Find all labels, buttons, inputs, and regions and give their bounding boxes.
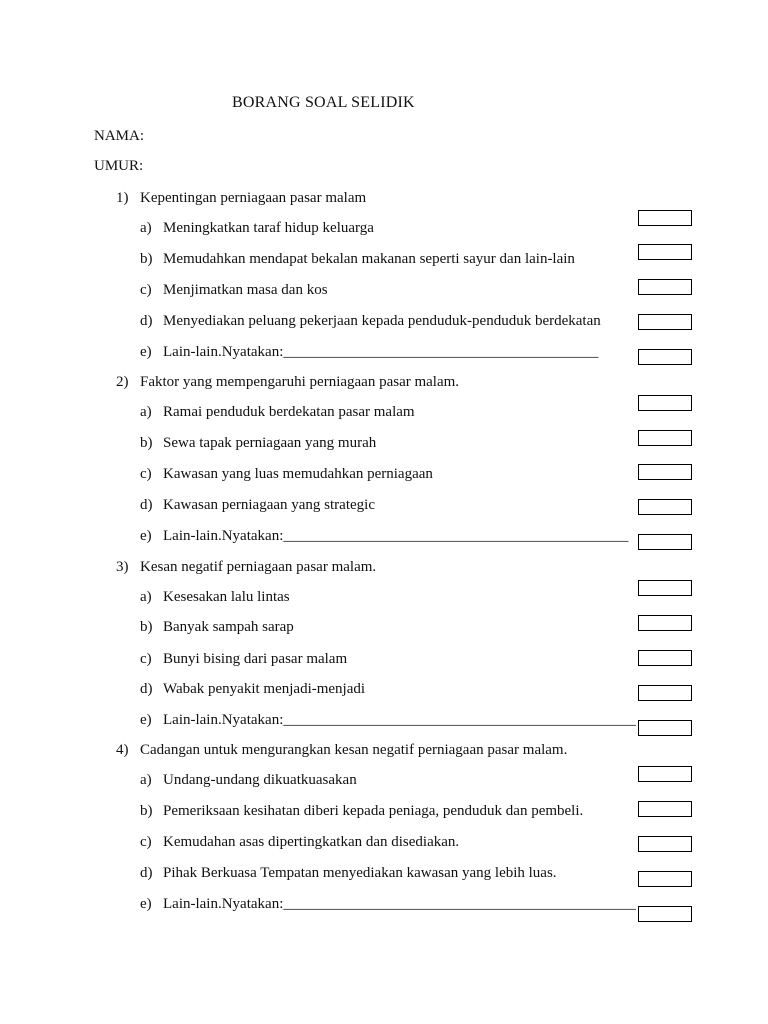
q2-option-a-checkbox[interactable]	[638, 395, 692, 411]
q1-option-a-letter: a)	[140, 220, 152, 236]
q2-option-c-text: Kawasan yang luas memudahkan perniagaan	[163, 466, 433, 482]
question-4-number: 4)	[116, 742, 129, 758]
q1-option-d-letter: d)	[140, 313, 153, 329]
q4-option-c-text: Kemudahan asas dipertingkatkan dan disediakan.	[163, 834, 460, 850]
question-4-text: Cadangan untuk mengurangkan kesan negatif perniagaan pasar malam.	[140, 742, 568, 758]
form-title: BORANG SOAL SELIDIK	[232, 94, 415, 111]
q2-option-d-checkbox[interactable]	[638, 499, 692, 515]
q1-option-b-letter: b)	[140, 251, 153, 267]
age-field-label: UMUR:	[94, 158, 144, 174]
name-field-label: NAMA:	[94, 128, 145, 144]
q4-option-d-checkbox[interactable]	[638, 871, 692, 887]
q1-option-c-text: Menjimatkan masa dan kos	[163, 282, 328, 298]
q2-option-b-letter: b)	[140, 435, 153, 451]
q4-option-c-checkbox[interactable]	[638, 836, 692, 852]
q1-option-e-letter: e)	[140, 344, 152, 360]
question-3-number: 3)	[116, 559, 129, 575]
q4-option-b-text: Pemeriksaan kesihatan diberi kepada peniaga, penduduk dan pembeli.	[163, 803, 584, 819]
q3-option-b-text: Banyak sampah sarap	[163, 619, 294, 635]
q2-option-e-checkbox[interactable]	[638, 534, 692, 550]
q3-option-b-checkbox[interactable]	[638, 615, 692, 631]
q2-option-b-checkbox[interactable]	[638, 430, 692, 446]
q4-option-b-checkbox[interactable]	[638, 801, 692, 817]
q3-option-c-letter: c)	[140, 651, 152, 667]
q3-option-c-checkbox[interactable]	[638, 650, 692, 666]
q2-option-e-text: Lain-lain.Nyatakan:______________________________________________	[163, 528, 629, 544]
q1-option-b-text: Memudahkan mendapat bekalan makanan seperti sayur dan lain-lain	[163, 251, 575, 267]
q2-option-d-text: Kawasan perniagaan yang strategic	[163, 497, 375, 513]
q4-option-e-letter: e)	[140, 896, 152, 912]
question-2-text: Faktor yang mempengaruhi perniagaan pasar malam.	[140, 374, 460, 390]
q3-option-e-letter: e)	[140, 712, 152, 728]
q3-option-d-text: Wabak penyakit menjadi-menjadi	[163, 681, 366, 697]
question-1-number: 1)	[116, 190, 129, 206]
q4-option-c-letter: c)	[140, 834, 152, 850]
q1-option-c-checkbox[interactable]	[638, 279, 692, 295]
q2-option-c-letter: c)	[140, 466, 152, 482]
q3-option-e-checkbox[interactable]	[638, 720, 692, 736]
q2-option-c-checkbox[interactable]	[638, 464, 692, 480]
q3-option-c-text: Bunyi bising dari pasar malam	[163, 651, 348, 667]
q3-option-a-checkbox[interactable]	[638, 580, 692, 596]
q2-option-a-letter: a)	[140, 404, 152, 420]
q2-option-d-letter: d)	[140, 497, 153, 513]
q4-option-a-letter: a)	[140, 772, 152, 788]
q1-option-a-text: Meningkatkan taraf hidup keluarga	[163, 220, 374, 236]
q3-option-d-checkbox[interactable]	[638, 685, 692, 701]
q4-option-a-text: Undang-undang dikuatkuasakan	[163, 772, 357, 788]
q4-option-b-letter: b)	[140, 803, 153, 819]
q1-option-e-checkbox[interactable]	[638, 349, 692, 365]
q4-option-e-checkbox[interactable]	[638, 906, 692, 922]
q4-option-a-checkbox[interactable]	[638, 766, 692, 782]
q1-option-d-text: Menyediakan peluang pekerjaan kepada penduduk-penduduk berdekatan	[163, 313, 601, 329]
q3-option-b-letter: b)	[140, 619, 153, 635]
q4-option-d-text: Pihak Berkuasa Tempatan menyediakan kawasan yang lebih luas.	[163, 865, 557, 881]
q1-option-a-checkbox[interactable]	[638, 210, 692, 226]
q1-option-e-text: Lain-lain.Nyatakan:__________________________________________	[163, 344, 599, 360]
q1-option-d-checkbox[interactable]	[638, 314, 692, 330]
question-1-text: Kepentingan perniagaan pasar malam	[140, 190, 367, 206]
q3-option-d-letter: d)	[140, 681, 153, 697]
question-2-number: 2)	[116, 374, 129, 390]
q1-option-b-checkbox[interactable]	[638, 244, 692, 260]
q1-option-c-letter: c)	[140, 282, 152, 298]
q3-option-a-letter: a)	[140, 589, 152, 605]
question-3-text: Kesan negatif perniagaan pasar malam.	[140, 559, 377, 575]
q4-option-e-text: Lain-lain.Nyatakan:_______________________________________________	[163, 896, 636, 912]
q2-option-a-text: Ramai penduduk berdekatan pasar malam	[163, 404, 415, 420]
q2-option-e-letter: e)	[140, 528, 152, 544]
q3-option-a-text: Kesesakan lalu lintas	[163, 589, 290, 605]
q4-option-d-letter: d)	[140, 865, 153, 881]
q2-option-b-text: Sewa tapak perniagaan yang murah	[163, 435, 377, 451]
q3-option-e-text: Lain-lain.Nyatakan:_______________________________________________	[163, 712, 636, 728]
